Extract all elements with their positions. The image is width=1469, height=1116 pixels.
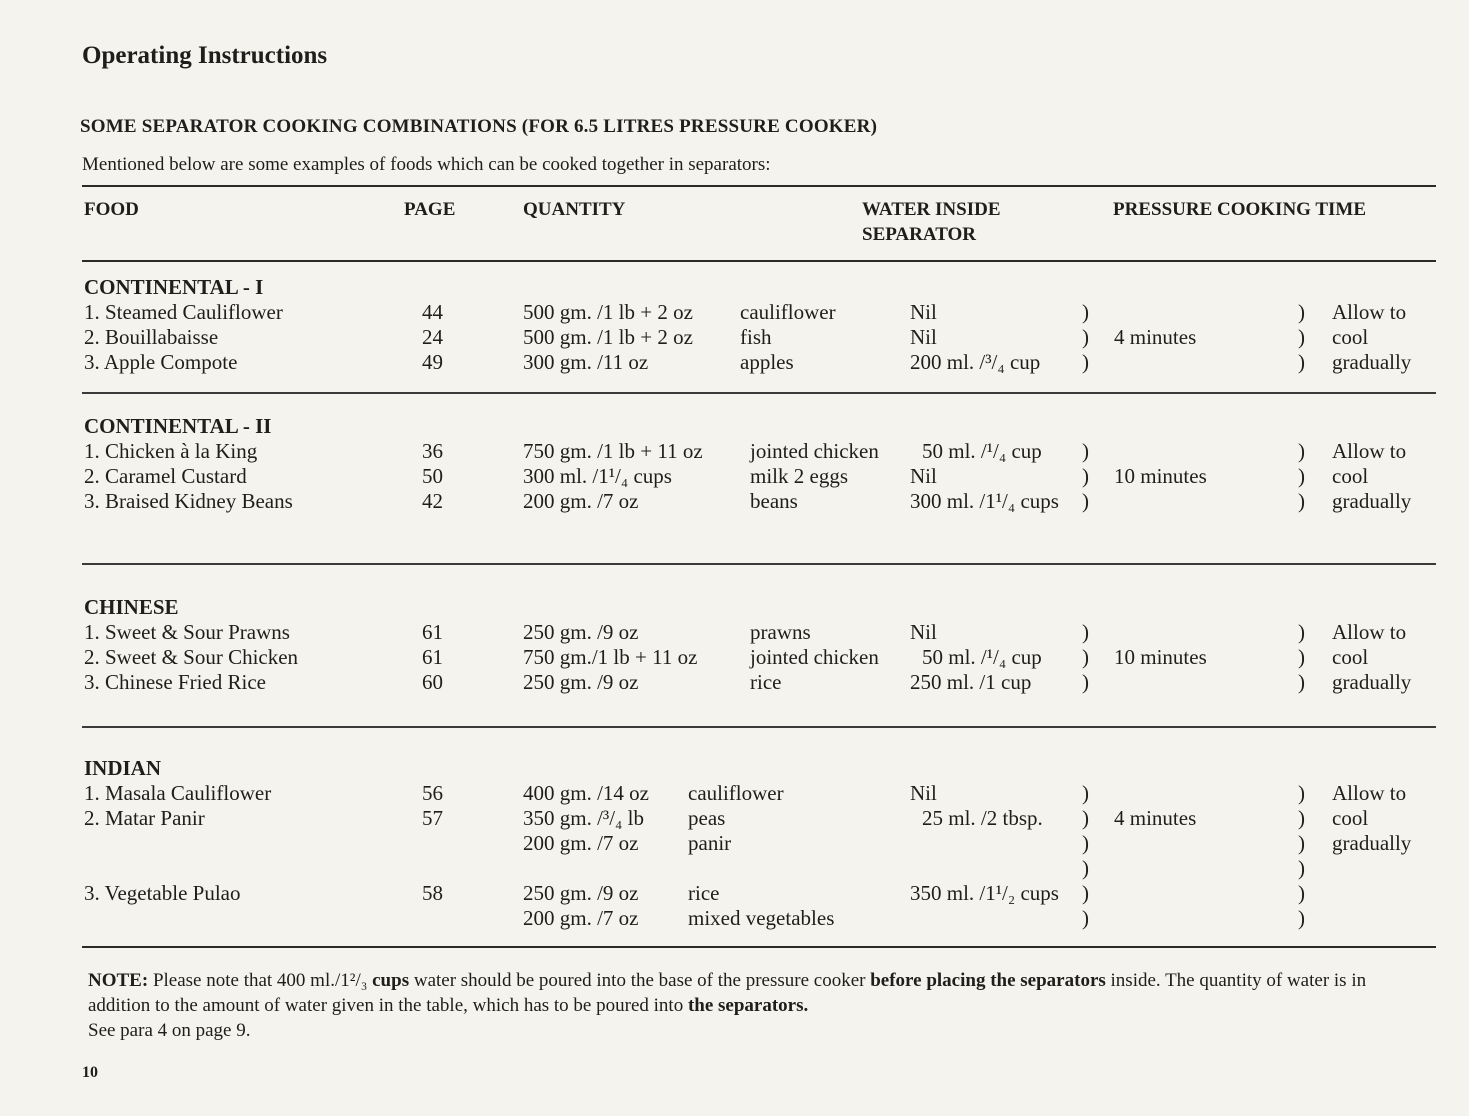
cell-water: 25 ml. /2 tbsp. — [922, 806, 1043, 830]
section-category: INDIAN — [84, 756, 162, 780]
after-instruction: gradually — [1332, 831, 1412, 855]
cell-water: 300 ml. /1¹/₄ cups — [910, 489, 1059, 513]
bracket-water: ) — [1082, 670, 1089, 694]
header-bottom-rule — [82, 260, 1436, 262]
table-end-rule — [82, 946, 1436, 948]
header-water-line2: SEPARATOR — [862, 224, 977, 245]
cell-page: 24 — [422, 325, 443, 349]
bracket-water: ) — [1082, 881, 1089, 905]
bracket-time: ) — [1298, 350, 1305, 374]
bracket-time: ) — [1298, 620, 1305, 644]
cell-ingredient: prawns — [750, 620, 811, 644]
bracket-time: ) — [1298, 300, 1305, 324]
note-text-1: Please note that 400 ml./1²/₃ — [152, 970, 373, 991]
header-top-rule — [82, 185, 1436, 187]
cell-water: 250 ml. /1 cup — [910, 670, 1032, 694]
header-time: PRESSURE COOKING TIME — [1113, 199, 1367, 220]
cell-qty: 300 gm. /11 oz — [523, 350, 649, 374]
cell-page: 50 — [422, 464, 443, 488]
header-quantity: QUANTITY — [523, 199, 626, 220]
bracket-time: ) — [1298, 831, 1305, 855]
cell-water: 350 ml. /1¹/₂ cups — [910, 881, 1059, 905]
after-instruction: Allow to — [1332, 300, 1407, 324]
cell-water: Nil — [910, 464, 937, 488]
note-text-4: See para 4 on page 9. — [88, 1020, 251, 1041]
cell-food: 1. Steamed Cauliflower — [84, 300, 283, 324]
cell-qty: 500 gm. /1 lb + 2 oz — [523, 300, 693, 324]
cell-water: 50 ml. /¹/₄ cup — [922, 645, 1042, 669]
cell-ingredient: jointed chicken — [750, 645, 879, 669]
after-instruction: cool — [1332, 325, 1369, 349]
after-instruction: gradually — [1332, 350, 1412, 374]
cell-food: 2. Sweet & Sour Chicken — [84, 645, 299, 669]
after-instruction: gradually — [1332, 670, 1412, 694]
page-heading: Operating Instructions — [82, 42, 328, 69]
cell-ingredient: apples — [740, 350, 794, 374]
cell-ingredient: milk 2 eggs — [750, 464, 848, 488]
cell-ingredient: beans — [750, 489, 798, 513]
cell-food: 2. Bouillabaisse — [84, 325, 219, 349]
page-number: 10 — [82, 1064, 98, 1081]
bracket-water: ) — [1082, 906, 1089, 930]
cell-qty: 200 gm. /7 oz — [523, 831, 639, 855]
header-page: PAGE — [404, 199, 456, 220]
bracket-water: ) — [1082, 489, 1089, 513]
bracket-time: ) — [1298, 856, 1305, 880]
cell-qty: 300 ml. /1¹/₄ cups — [523, 464, 672, 488]
note-bold-1: cups — [372, 970, 410, 991]
cell-page: 44 — [422, 300, 443, 324]
after-instruction: cool — [1332, 645, 1369, 669]
cell-ingredient: rice — [688, 881, 720, 905]
note-label: NOTE: — [88, 970, 149, 991]
cell-food: 3. Chinese Fried Rice — [84, 670, 266, 694]
cooking-time: 4 minutes — [1114, 806, 1197, 830]
cell-water: Nil — [910, 300, 937, 324]
cell-qty: 250 gm. /9 oz — [523, 620, 639, 644]
cooking-time: 4 minutes — [1114, 325, 1197, 349]
cell-ingredient: cauliflower — [688, 781, 784, 805]
header-water-line1: WATER INSIDE — [862, 199, 1001, 220]
cell-food: 1. Chicken à la King — [84, 439, 258, 463]
bracket-water: ) — [1082, 300, 1089, 324]
cell-page: 56 — [422, 781, 443, 805]
bracket-water: ) — [1082, 350, 1089, 374]
bracket-water: ) — [1082, 620, 1089, 644]
bracket-time: ) — [1298, 645, 1305, 669]
cell-food: 3. Apple Compote — [84, 350, 238, 374]
section-rule — [82, 392, 1436, 394]
bracket-water: ) — [1082, 806, 1089, 830]
cell-ingredient: mixed vegetables — [688, 906, 835, 930]
cell-page: 60 — [422, 670, 443, 694]
cell-food: 1. Sweet & Sour Prawns — [84, 620, 290, 644]
cell-water: Nil — [910, 781, 937, 805]
note-bold-2: before placing the separators — [870, 970, 1106, 991]
after-instruction: gradually — [1332, 489, 1412, 513]
section-rule — [82, 726, 1436, 728]
bracket-water: ) — [1082, 439, 1089, 463]
cell-ingredient: cauliflower — [740, 300, 836, 324]
bracket-time: ) — [1298, 464, 1305, 488]
cell-qty: 750 gm. /1 lb + 11 oz — [523, 439, 703, 463]
bracket-water: ) — [1082, 781, 1089, 805]
cell-ingredient: rice — [750, 670, 782, 694]
bracket-water: ) — [1082, 831, 1089, 855]
cell-ingredient: fish — [740, 325, 772, 349]
cell-qty: 200 gm. /7 oz — [523, 906, 639, 930]
cooking-time: 10 minutes — [1114, 464, 1207, 488]
after-instruction: cool — [1332, 806, 1369, 830]
bracket-time: ) — [1298, 325, 1305, 349]
bracket-time: ) — [1298, 489, 1305, 513]
note-text-2: water should be poured into the base of the pressure cooker — [409, 970, 871, 991]
cell-food: 2. Caramel Custard — [84, 464, 247, 488]
after-instruction: Allow to — [1332, 620, 1407, 644]
cell-food: 3. Vegetable Pulao — [84, 881, 241, 905]
bracket-time: ) — [1298, 906, 1305, 930]
cell-qty: 350 gm. /³/₄ lb — [523, 806, 644, 830]
cell-qty: 750 gm./1 lb + 11 oz — [523, 645, 698, 669]
bracket-time: ) — [1298, 881, 1305, 905]
section-rule — [82, 563, 1436, 565]
cell-page: 61 — [422, 645, 443, 669]
bracket-time: ) — [1298, 806, 1305, 830]
cell-page: 58 — [422, 881, 443, 905]
cell-page: 42 — [422, 489, 443, 513]
cell-page: 61 — [422, 620, 443, 644]
cell-food: 1. Masala Cauliflower — [84, 781, 272, 805]
bracket-water: ) — [1082, 325, 1089, 349]
cell-qty: 250 gm. /9 oz — [523, 670, 639, 694]
bracket-water: ) — [1082, 464, 1089, 488]
intro-text: Mentioned below are some examples of foods which can be cooked together in separators: — [82, 154, 771, 175]
cell-qty: 250 gm. /9 oz — [523, 881, 639, 905]
section-category: CONTINENTAL - I — [84, 275, 264, 299]
cell-food: 2. Matar Panir — [84, 806, 205, 830]
cell-qty: 400 gm. /14 oz — [523, 781, 649, 805]
cell-qty: 500 gm. /1 lb + 2 oz — [523, 325, 693, 349]
cell-page: 36 — [422, 439, 443, 463]
cell-qty: 200 gm. /7 oz — [523, 489, 639, 513]
cell-ingredient: panir — [688, 831, 732, 855]
cell-water: 50 ml. /¹/₄ cup — [922, 439, 1042, 463]
after-instruction: cool — [1332, 464, 1369, 488]
document-title: SOME SEPARATOR COOKING COMBINATIONS (FOR 6.5 LITRES PRESSURE COOKER) — [80, 116, 878, 137]
cell-ingredient: jointed chicken — [750, 439, 879, 463]
cell-water: Nil — [910, 620, 937, 644]
after-instruction: Allow to — [1332, 781, 1407, 805]
section-category: CONTINENTAL - II — [84, 414, 272, 438]
cell-ingredient: peas — [688, 806, 726, 830]
header-food: FOOD — [84, 199, 139, 220]
bracket-time: ) — [1298, 781, 1305, 805]
bracket-time: ) — [1298, 439, 1305, 463]
note-text-3: inside. The quantity of water is in addition to the amount of water given in the table, which has to be poured into — [88, 970, 1367, 1016]
bracket-water: ) — [1082, 856, 1089, 880]
note-bold-3: the separators. — [687, 995, 809, 1016]
bracket-time: ) — [1298, 670, 1305, 694]
section-category: CHINESE — [84, 595, 179, 619]
cell-page: 57 — [422, 806, 443, 830]
after-instruction: Allow to — [1332, 439, 1407, 463]
cooking-time: 10 minutes — [1114, 645, 1207, 669]
cell-water: Nil — [910, 325, 937, 349]
bracket-water: ) — [1082, 645, 1089, 669]
cell-page: 49 — [422, 350, 443, 374]
cell-food: 3. Braised Kidney Beans — [84, 489, 293, 513]
cell-water: 200 ml. /³/₄ cup — [910, 350, 1041, 374]
note-paragraph — [88, 968, 1418, 1043]
